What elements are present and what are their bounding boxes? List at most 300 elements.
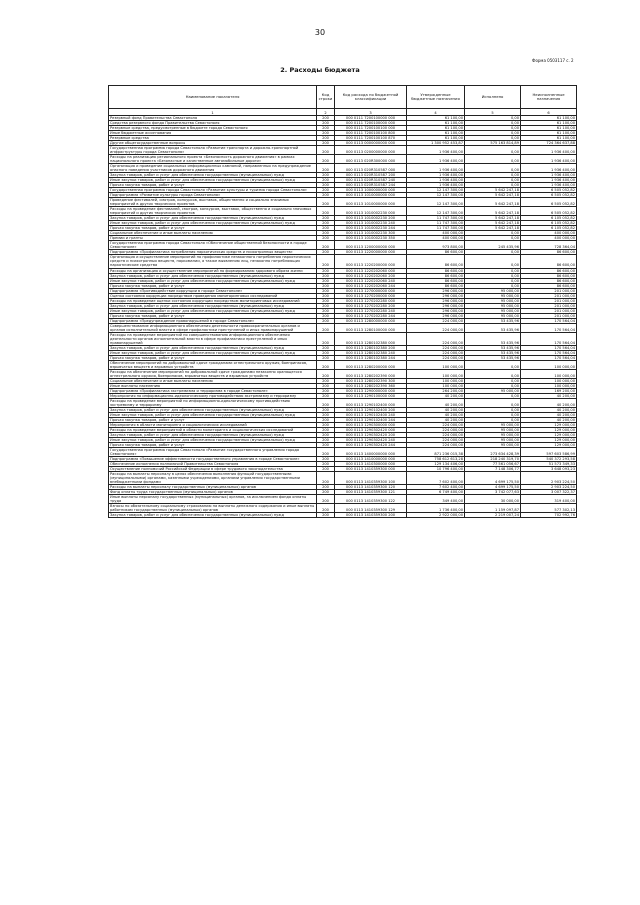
row-remaining: 6 505 052,82 bbox=[521, 198, 577, 207]
row-line-code: 200 bbox=[317, 438, 335, 443]
row-line-code: 200 bbox=[317, 268, 335, 273]
row-executed: 95 000,00 bbox=[465, 288, 521, 293]
table-row bbox=[109, 241, 577, 250]
row-executed: 5 642 247,18 bbox=[465, 193, 521, 198]
row-name: Средства резервного фонда Правительства Севастополя bbox=[109, 121, 317, 126]
row-name: Иные закупки товаров, работ и услуг для обеспечения государственных (муниципальных) нужд bbox=[109, 221, 317, 226]
row-line-code: 200 bbox=[317, 323, 335, 332]
row-approved: 224 000,00 bbox=[407, 350, 465, 355]
row-approved: 61 100,00 bbox=[407, 116, 465, 121]
row-remaining: 170 564,04 bbox=[521, 323, 577, 332]
row-line-code: 200 bbox=[317, 313, 335, 318]
row-line-code: 200 bbox=[317, 303, 335, 308]
header-remaining: Неисполненные назначения bbox=[521, 86, 577, 109]
row-executed: 0,00 bbox=[465, 136, 521, 141]
row-approved: 400 000,00 bbox=[407, 236, 465, 241]
row-budget-code: 000 0113 1290302420 000 bbox=[335, 428, 407, 433]
row-line-code: 200 bbox=[317, 513, 335, 518]
row-line-code: 200 bbox=[317, 308, 335, 313]
row-approved: 224 000,00 bbox=[407, 428, 465, 433]
row-approved: 86 600,00 bbox=[407, 273, 465, 278]
row-executed: 0,00 bbox=[465, 369, 521, 378]
row-budget-code: 000 0113 1280102380 244 bbox=[335, 355, 407, 360]
row-approved: 86 600,00 bbox=[407, 268, 465, 273]
row-budget-code: 000 0113 1270202280 000 bbox=[335, 298, 407, 303]
table-row bbox=[109, 323, 577, 332]
row-line-code: 200 bbox=[317, 183, 335, 188]
row-executed: 5 642 247,18 bbox=[465, 207, 521, 216]
header-executed: Исполнено bbox=[465, 86, 521, 109]
row-remaining: 702 992,76 bbox=[521, 513, 577, 518]
row-name: Другие общегосударственные вопросы bbox=[109, 141, 317, 146]
column-index: 5 bbox=[465, 109, 521, 116]
row-budget-code: 000 0113 1290100000 000 bbox=[335, 393, 407, 398]
row-remaining: 170 564,04 bbox=[521, 355, 577, 360]
row-name: Социальное обеспечение и иные выплаты населению bbox=[109, 231, 317, 236]
row-executed: 7 148 306,77 bbox=[465, 467, 521, 472]
row-line-code: 200 bbox=[317, 383, 335, 388]
row-executed: 0,00 bbox=[465, 178, 521, 183]
row-executed: 0,00 bbox=[465, 412, 521, 417]
row-executed: 0,00 bbox=[465, 255, 521, 268]
row-name: Закупка товаров, работ и услуг для обеспечения государственных (муниципальных) нужд bbox=[109, 345, 317, 350]
row-approved: 349 400,00 bbox=[407, 495, 465, 504]
row-line-code: 200 bbox=[317, 155, 335, 164]
row-budget-code: 000 0111 7200100000 000 bbox=[335, 121, 407, 126]
row-remaining: 51 573 349,33 bbox=[521, 462, 577, 467]
row-name: Закупка товаров, работ и услуг для обеспечения государственных (муниципальных) нужд bbox=[109, 216, 317, 221]
table-row bbox=[109, 255, 577, 268]
row-name: Проведение фестивалей, смотров, конкурсов, выставок, общественно и социально значимых мероприятий в других творческих проектов bbox=[109, 198, 317, 207]
row-approved: 86 600,00 bbox=[407, 250, 465, 255]
row-approved: 973 800,00 bbox=[407, 241, 465, 250]
row-budget-code: 000 0113 1410359300 000 bbox=[335, 467, 407, 472]
column-index: 6 bbox=[521, 109, 577, 116]
row-name: Прочая закупка товаров, работ и услуг bbox=[109, 226, 317, 231]
row-name: Расходы на проведение мероприятий по совершенствованию информационного обеспечения деятельности органов исполнительной власти в сфере профилактики преступлений и иных правонарушений bbox=[109, 332, 317, 345]
row-budget-code: 000 0111 7200100100 800 bbox=[335, 131, 407, 136]
row-executed: 95 000,00 bbox=[465, 443, 521, 448]
row-name: Подпрограмма «Развитие культуры города Севастополя» bbox=[109, 193, 317, 198]
row-line-code: 200 bbox=[317, 448, 335, 457]
row-budget-code: 000 0113 1200000000 000 bbox=[335, 241, 407, 250]
row-approved: 7 602 400,00 bbox=[407, 485, 465, 490]
row-budget-code: 000 0113 1010002230 244 bbox=[335, 226, 407, 231]
row-line-code: 200 bbox=[317, 193, 335, 198]
row-name: Подпрограмма «Профилактика экстремизма и терроризма в городе Севастополе» bbox=[109, 388, 317, 393]
row-approved: 1 936 400,00 bbox=[407, 155, 465, 164]
row-remaining: 61 100,00 bbox=[521, 136, 577, 141]
row-executed: 218 240 319,70 bbox=[465, 457, 521, 462]
row-line-code: 200 bbox=[317, 126, 335, 131]
row-budget-code: 000 0113 020R300000 000 bbox=[335, 155, 407, 164]
row-remaining: 319 400,00 bbox=[521, 495, 577, 504]
row-remaining: 6 105 052,82 bbox=[521, 221, 577, 226]
row-name: Иные выплаты персоналу государственных (муниципальных) органов, за исключением фонда оплаты труда bbox=[109, 495, 317, 504]
row-remaining: 1 936 400,00 bbox=[521, 146, 577, 155]
row-line-code: 200 bbox=[317, 360, 335, 369]
row-remaining: 201 000,00 bbox=[521, 298, 577, 303]
row-executed: 0,00 bbox=[465, 278, 521, 283]
row-line-code: 200 bbox=[317, 236, 335, 241]
row-approved: 224 000,00 bbox=[407, 443, 465, 448]
row-remaining: 577 302,13 bbox=[521, 504, 577, 513]
row-name: Расходы на проведение фестивалей, смотров, конкурсов, выставок, общественно и социально значимых мероприятий и других творческих проектов bbox=[109, 207, 317, 216]
row-line-code: 200 bbox=[317, 398, 335, 407]
row-executed: 0,00 bbox=[465, 231, 521, 236]
row-approved: 296 000,00 bbox=[407, 313, 465, 318]
row-executed: 0,00 bbox=[465, 407, 521, 412]
table-row bbox=[109, 155, 577, 164]
row-budget-code: 000 0113 1410359300 121 bbox=[335, 490, 407, 495]
column-index-row bbox=[109, 109, 577, 116]
row-line-code: 200 bbox=[317, 428, 335, 433]
row-budget-code: 000 0113 1290300000 000 bbox=[335, 423, 407, 428]
row-executed: 0,00 bbox=[465, 121, 521, 126]
row-budget-code: 000 0113 1280102380 000 bbox=[335, 332, 407, 345]
row-remaining: 724 364 637,88 bbox=[521, 141, 577, 146]
row-executed: 95 000,00 bbox=[465, 298, 521, 303]
row-name: Расходы на организацию и осуществление мероприятий по формированию здорового образа жизни bbox=[109, 268, 317, 273]
row-remaining: 201 000,00 bbox=[521, 303, 577, 308]
row-approved: 224 000,00 bbox=[407, 318, 465, 323]
row-remaining: 129 000,00 bbox=[521, 438, 577, 443]
row-name: Подпрограмма «Предупреждение правонарушений в городе Севастополе» bbox=[109, 318, 317, 323]
form-label: Форма 0503117 с. 2 bbox=[532, 58, 574, 63]
row-line-code: 200 bbox=[317, 207, 335, 216]
row-budget-code: 000 0113 1410359300 100 bbox=[335, 472, 407, 485]
row-line-code: 200 bbox=[317, 198, 335, 207]
row-budget-code: 000 0113 020R310587 200 bbox=[335, 173, 407, 178]
row-budget-code: 000 0113 1220202060 200 bbox=[335, 273, 407, 278]
row-name: Закупка товаров, работ и услуг для обеспечения государственных (муниципальных) нужд bbox=[109, 513, 317, 518]
row-executed: 53 435,96 bbox=[465, 345, 521, 350]
row-name: Резервные средства bbox=[109, 136, 317, 141]
row-budget-code: 000 0113 1290102400 244 bbox=[335, 417, 407, 422]
row-approved: 1 936 400,00 bbox=[407, 146, 465, 155]
row-remaining: 201 000,00 bbox=[521, 308, 577, 313]
row-name: Расходы на проведение мероприятий в области мониторинга и социологических исследований bbox=[109, 428, 317, 433]
row-line-code: 200 bbox=[317, 457, 335, 462]
row-line-code: 200 bbox=[317, 433, 335, 438]
table-row bbox=[109, 504, 577, 513]
row-remaining: 540 372 293,58 bbox=[521, 457, 577, 462]
row-approved: 1 936 400,00 bbox=[407, 164, 465, 173]
row-executed: 53 435,96 bbox=[465, 350, 521, 355]
row-approved: 12 147 300,00 bbox=[407, 188, 465, 193]
row-budget-code: 000 0113 1280102380 240 bbox=[335, 350, 407, 355]
row-executed: 0,00 bbox=[465, 398, 521, 407]
row-approved: 61 100,00 bbox=[407, 121, 465, 126]
row-budget-code: 000 0113 1280202390 360 bbox=[335, 383, 407, 388]
row-remaining: 597 603 586,99 bbox=[521, 448, 577, 457]
row-approved: 224 000,00 bbox=[407, 423, 465, 428]
row-approved: 224 000,00 bbox=[407, 323, 465, 332]
row-budget-code: 000 0113 1010002230 200 bbox=[335, 216, 407, 221]
row-remaining: 201 000,00 bbox=[521, 293, 577, 298]
row-remaining: 129 000,00 bbox=[521, 428, 577, 433]
row-name: Оценка состояния коррупции посредством проведения мониторинговых исследований bbox=[109, 293, 317, 298]
row-executed: 0,00 bbox=[465, 360, 521, 369]
row-approved: 296 000,00 bbox=[407, 293, 465, 298]
row-approved: 2 922 000,00 bbox=[407, 513, 465, 518]
row-approved: 7 602 400,00 bbox=[407, 472, 465, 485]
row-name: Подпрограмма «Противодействие коррупции в городе Севастополе» bbox=[109, 288, 317, 293]
row-remaining: 1 936 400,00 bbox=[521, 164, 577, 173]
row-remaining: 100 000,00 bbox=[521, 369, 577, 378]
row-approved: 224 000,00 bbox=[407, 438, 465, 443]
row-remaining: 61 100,00 bbox=[521, 116, 577, 121]
header-budget-code: Код расхода по бюджетной классификации bbox=[335, 86, 407, 109]
row-remaining: 728 364,04 bbox=[521, 241, 577, 250]
row-name: Иные закупки товаров, работ и услуг для обеспечения государственных (муниципальных) нужд bbox=[109, 308, 317, 313]
row-remaining: 170 564,04 bbox=[521, 350, 577, 355]
row-budget-code: 000 0113 1280202390 000 bbox=[335, 369, 407, 378]
row-budget-code: 000 0113 1290102400 200 bbox=[335, 407, 407, 412]
row-budget-code: 000 0113 020R310587 240 bbox=[335, 178, 407, 183]
row-remaining: 100 000,00 bbox=[521, 378, 577, 383]
row-remaining: 86 600,00 bbox=[521, 250, 577, 255]
row-remaining: 6 505 052,82 bbox=[521, 188, 577, 193]
row-executed: 53 435,96 bbox=[465, 318, 521, 323]
row-name: Закупка товаров, работ и услуг для обеспечения государственных (муниципальных) нужд bbox=[109, 303, 317, 308]
row-name: Осуществление полномочий Российской Федерации в сфере трудового законодательства bbox=[109, 467, 317, 472]
row-budget-code: 000 0113 1400000000 000 bbox=[335, 448, 407, 457]
row-approved: 40 200,00 bbox=[407, 398, 465, 407]
row-name: Мероприятия по информационно-идеологическому противодействию экстремизму и терроризму bbox=[109, 393, 317, 398]
row-executed: 0,00 bbox=[465, 283, 521, 288]
row-name: Фонд оплаты труда государственных (муниципальных) органов bbox=[109, 490, 317, 495]
row-line-code: 200 bbox=[317, 273, 335, 278]
row-line-code: 200 bbox=[317, 355, 335, 360]
row-line-code: 200 bbox=[317, 495, 335, 504]
row-executed: 0,00 bbox=[465, 155, 521, 164]
row-line-code: 200 bbox=[317, 485, 335, 490]
row-name: Подпрограмма «Повышение эффективности государственного управления в городе Севастополе» bbox=[109, 457, 317, 462]
row-approved: 296 000,00 bbox=[407, 288, 465, 293]
row-line-code: 200 bbox=[317, 388, 335, 393]
row-budget-code: 000 0113 0000000000 000 bbox=[335, 141, 407, 146]
row-line-code: 200 bbox=[317, 221, 335, 226]
row-approved: 61 100,00 bbox=[407, 126, 465, 131]
row-approved: 1 936 400,00 bbox=[407, 183, 465, 188]
row-budget-code: 000 0113 020R310587 244 bbox=[335, 183, 407, 188]
row-budget-code: 000 0113 1010002230 240 bbox=[335, 221, 407, 226]
row-name: Социальное обеспечение и иные выплаты населению bbox=[109, 378, 317, 383]
row-approved: 871 236 015,38 bbox=[407, 448, 465, 457]
row-approved: 11 747 300,00 bbox=[407, 216, 465, 221]
row-approved: 129 134 406,00 bbox=[407, 462, 465, 467]
table-row bbox=[109, 495, 577, 504]
row-line-code: 200 bbox=[317, 216, 335, 221]
row-remaining: 40 200,00 bbox=[521, 417, 577, 422]
row-name: Организация и проведение социальных информационных кампаний, направленных на предупреждение опасного поведения участников дорожного движения bbox=[109, 164, 317, 173]
row-approved: 86 600,00 bbox=[407, 255, 465, 268]
table-body bbox=[109, 116, 577, 518]
row-approved: 224 000,00 bbox=[407, 433, 465, 438]
row-name: Государственная программа города Севастополя «Развитие государственного управления города Севастополя» bbox=[109, 448, 317, 457]
row-budget-code: 000 0113 1280000000 000 bbox=[335, 318, 407, 323]
row-approved: 40 200,00 bbox=[407, 412, 465, 417]
row-line-code: 200 bbox=[317, 443, 335, 448]
row-approved: 100 000,00 bbox=[407, 378, 465, 383]
row-executed: 53 435,96 bbox=[465, 355, 521, 360]
row-approved: 11 747 300,00 bbox=[407, 221, 465, 226]
row-line-code: 200 bbox=[317, 378, 335, 383]
row-executed: 95 000,00 bbox=[465, 303, 521, 308]
row-executed: 5 642 247,18 bbox=[465, 226, 521, 231]
row-remaining: 100 000,00 bbox=[521, 383, 577, 388]
row-name: Расходы на выплаты персоналу государственных (муниципальных) органов bbox=[109, 485, 317, 490]
row-line-code: 200 bbox=[317, 121, 335, 126]
row-approved: 224 000,00 bbox=[407, 332, 465, 345]
row-approved: 1 300 952 453,87 bbox=[407, 141, 465, 146]
row-approved: 12 147 300,00 bbox=[407, 193, 465, 198]
row-executed: 30 000,00 bbox=[465, 495, 521, 504]
row-remaining: 86 600,00 bbox=[521, 273, 577, 278]
row-executed: 0,00 bbox=[465, 268, 521, 273]
row-name: Государственная программа города Севастополя «Обеспечение общественной безопасности в городе Севастополе» bbox=[109, 241, 317, 250]
row-remaining: 61 100,00 bbox=[521, 131, 577, 136]
row-budget-code: 000 0113 1280100000 000 bbox=[335, 323, 407, 332]
row-line-code: 200 bbox=[317, 462, 335, 467]
row-name: Иные закупки товаров, работ и услуг для обеспечения государственных (муниципальных) нужд bbox=[109, 350, 317, 355]
row-budget-code: 000 0113 1280200000 000 bbox=[335, 360, 407, 369]
row-remaining: 40 200,00 bbox=[521, 407, 577, 412]
row-name: Расходы на обеспечение мероприятий по добровольной сдаче гражданами незаконно хранящегося огнестрельного оружия, боеприпасов, взрывчатых веществ и взрывных устройств bbox=[109, 369, 317, 378]
row-line-code: 200 bbox=[317, 141, 335, 146]
row-approved: 1 936 400,00 bbox=[407, 173, 465, 178]
row-name: Премии и гранты bbox=[109, 236, 317, 241]
row-executed: 0,00 bbox=[465, 236, 521, 241]
row-line-code: 200 bbox=[317, 318, 335, 323]
row-remaining: 169 200,00 bbox=[521, 388, 577, 393]
row-budget-code: 000 0113 020R310587 000 bbox=[335, 164, 407, 173]
row-budget-code: 000 0113 0200000000 000 bbox=[335, 146, 407, 155]
header-line-code: Код строки bbox=[317, 86, 335, 109]
row-line-code: 200 bbox=[317, 250, 335, 255]
row-remaining: 86 600,00 bbox=[521, 283, 577, 288]
row-approved: 224 000,00 bbox=[407, 345, 465, 350]
row-budget-code: 000 0113 1410359300 129 bbox=[335, 504, 407, 513]
row-executed: 95 000,00 bbox=[465, 438, 521, 443]
row-budget-code: 000 0113 1010000000 000 bbox=[335, 193, 407, 198]
row-budget-code: 000 0113 1220202060 240 bbox=[335, 278, 407, 283]
row-executed: 0,00 bbox=[465, 393, 521, 398]
row-executed: 0,00 bbox=[465, 250, 521, 255]
row-line-code: 200 bbox=[317, 255, 335, 268]
row-remaining: 6 105 052,82 bbox=[521, 226, 577, 231]
row-remaining: 170 564,04 bbox=[521, 332, 577, 345]
row-remaining: 6 505 052,82 bbox=[521, 207, 577, 216]
row-budget-code: 000 0113 1270202280 244 bbox=[335, 313, 407, 318]
row-name: Прочая закупка товаров, работ и услуг bbox=[109, 355, 317, 360]
row-budget-code: 000 0113 1290102400 240 bbox=[335, 412, 407, 417]
row-remaining: 61 100,00 bbox=[521, 126, 577, 131]
row-approved: 758 612 613,28 bbox=[407, 457, 465, 462]
row-approved: 1 736 400,00 bbox=[407, 504, 465, 513]
row-approved: 86 600,00 bbox=[407, 278, 465, 283]
row-name: Государственная программа города Севастополя «Развитие транспорта и дорожно-транспортной инфраструктуры города Севастополя» bbox=[109, 146, 317, 155]
table-row bbox=[109, 369, 577, 378]
row-name: Закупка товаров, работ и услуг для обеспечения государственных (муниципальных) нужд bbox=[109, 407, 317, 412]
row-line-code: 200 bbox=[317, 417, 335, 422]
row-budget-code: 000 0113 1010002230 000 bbox=[335, 207, 407, 216]
row-remaining: 86 600,00 bbox=[521, 255, 577, 268]
row-budget-code: 000 0113 1220202060 244 bbox=[335, 283, 407, 288]
expenses-table bbox=[108, 85, 577, 518]
row-approved: 1 936 400,00 bbox=[407, 178, 465, 183]
table-row bbox=[109, 164, 577, 173]
table-row bbox=[109, 472, 577, 485]
row-executed: 2 219 007,24 bbox=[465, 513, 521, 518]
column-index: 2 bbox=[317, 109, 335, 116]
table-row bbox=[109, 448, 577, 457]
row-name: Взносы по обязательному социальному страхованию на выплаты денежного содержания и иные выплаты работникам государственных (муниципальных) органов bbox=[109, 504, 317, 513]
row-name: Подпрограмма «Профилактика потребления наркотических средств и психотропных веществ» bbox=[109, 250, 317, 255]
row-approved: 296 000,00 bbox=[407, 298, 465, 303]
row-line-code: 200 bbox=[317, 164, 335, 173]
row-executed: 3 742 077,63 bbox=[465, 490, 521, 495]
row-name: Иные закупки товаров, работ и услуг для обеспечения государственных (муниципальных) нужд bbox=[109, 412, 317, 417]
row-line-code: 200 bbox=[317, 131, 335, 136]
row-approved: 6 749 400,00 bbox=[407, 490, 465, 495]
column-index: 1 bbox=[109, 109, 317, 116]
row-name: Иные бюджетные ассигнования bbox=[109, 131, 317, 136]
row-budget-code: 000 0113 1220200000 000 bbox=[335, 255, 407, 268]
row-executed: 95 000,00 bbox=[465, 433, 521, 438]
table-row bbox=[109, 198, 577, 207]
row-executed: 5 642 247,18 bbox=[465, 221, 521, 226]
row-line-code: 200 bbox=[317, 412, 335, 417]
row-remaining: 170 564,04 bbox=[521, 345, 577, 350]
row-name: Государственная программа города Севастополя «Развитие культуры и туризма города Севастополя» bbox=[109, 188, 317, 193]
row-line-code: 200 bbox=[317, 407, 335, 412]
row-name: Прочая закупка товаров, работ и услуг bbox=[109, 183, 317, 188]
row-line-code: 200 bbox=[317, 490, 335, 495]
row-remaining: 129 000,00 bbox=[521, 443, 577, 448]
row-remaining: 61 100,00 bbox=[521, 121, 577, 126]
row-name: Расходы на выплаты персоналу в целях обеспечения выполнения функций государственными (муниципальными) органами, казенными учреждениями, органами управления государственными внебюджетными фондами bbox=[109, 472, 317, 485]
row-remaining: 400 000,00 bbox=[521, 236, 577, 241]
row-executed: 0,00 bbox=[465, 164, 521, 173]
row-remaining: 2 903 224,50 bbox=[521, 472, 577, 485]
row-approved: 11 747 300,00 bbox=[407, 226, 465, 231]
row-budget-code: 000 0113 1290102400 000 bbox=[335, 398, 407, 407]
row-remaining: 3 007 322,37 bbox=[521, 490, 577, 495]
row-remaining: 6 505 052,82 bbox=[521, 193, 577, 198]
row-remaining: 400 000,00 bbox=[521, 231, 577, 236]
row-approved: 40 200,00 bbox=[407, 393, 465, 398]
row-remaining: 40 200,00 bbox=[521, 398, 577, 407]
row-remaining: 3 648 093,23 bbox=[521, 467, 577, 472]
row-line-code: 200 bbox=[317, 178, 335, 183]
table-row bbox=[109, 513, 577, 518]
row-executed: 95 000,00 bbox=[465, 428, 521, 433]
row-approved: 100 000,00 bbox=[407, 360, 465, 369]
row-remaining: 40 200,00 bbox=[521, 412, 577, 417]
table-row bbox=[109, 398, 577, 407]
row-name: Иные выплаты населению bbox=[109, 383, 317, 388]
row-approved: 86 600,00 bbox=[407, 283, 465, 288]
row-remaining: 86 600,00 bbox=[521, 278, 577, 283]
row-budget-code: 000 0113 1410359300 120 bbox=[335, 485, 407, 490]
row-approved: 100 000,00 bbox=[407, 383, 465, 388]
row-line-code: 200 bbox=[317, 188, 335, 193]
row-budget-code: 000 0113 1270202280 200 bbox=[335, 303, 407, 308]
row-budget-code: 000 0113 1410359300 122 bbox=[335, 495, 407, 504]
header-indicator-name: Наименование показателя bbox=[109, 86, 317, 109]
